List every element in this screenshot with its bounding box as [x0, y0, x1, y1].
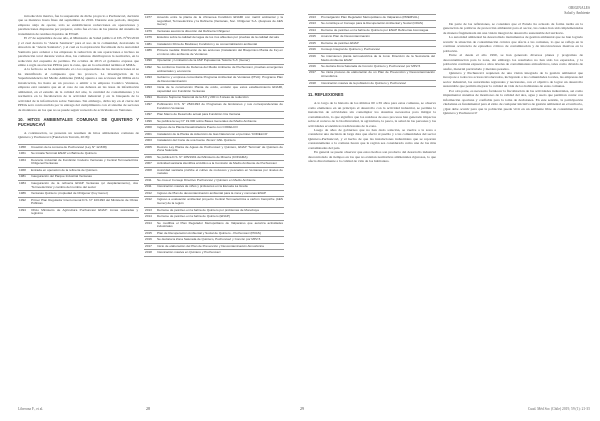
table-row [144, 102, 284, 112]
table-year: 2018 [308, 80, 320, 86]
table-year: 1994 [144, 95, 156, 101]
table-row [144, 220, 284, 230]
table-event: Inauguración del Parque Industrial Ventanas [30, 174, 139, 180]
right-page [300, 0, 600, 421]
paragraph: De parte de las reflexiones, se considera que el Estado ha actuado de forma tardía en la generación de políticas de protección ambiental para el sector, las cuales han sido implementadas de manera fragmentada sin una visión integral de desarrollo sustentable del territorio. [443, 22, 583, 35]
table-event: Derrame de petróleo en la bahía de Quintero por ENAP Refinerías Aconcagua [320, 27, 436, 33]
reflexiones-paragraphs-2 [443, 22, 583, 116]
table-row [144, 65, 284, 75]
table-year: 2006 [144, 154, 156, 160]
hitos-table-1 [18, 144, 139, 218]
table-year: 1993 [144, 75, 156, 85]
paragraph: La autoridad ambiental ha desarrollado instrumentos de gestión ambiental que no han logrado revertir la situación de contaminación crónica que afecta a las comunas, lo que se refleja en la continua ocurrencia de episodios críticos de contaminación y de intoxicaciones masivas en la población. [443, 35, 583, 53]
table-year: 2015 [144, 230, 156, 236]
paragraph: En general se puede observar que estos hechos son producto del desarrollo industrial descontrolado de tiempos en los que no existían normativas ambientales rigurosas, lo que afecta directamente a la calidad de vida de los habitantes. [308, 150, 436, 164]
table-year: 1994 [18, 207, 30, 217]
paragraph: Entre el desde el año 1990, se han generado diversos planes y programas de descontaminación para la zona, sin embargo los resultados no han sido los esperados, y la población continúa expuesta a altos niveles de contaminantes atmosféricos, tales como dióxido de azufre, material particulado y metales pesados. [443, 53, 583, 71]
table-event: Inicio de elaboración del Plan de Prevención y Descontaminación Atmosférica [156, 243, 284, 249]
table-event: Primera medida: Distribución de las acciones (Instalación del Bioquímico Planta de Fe) en el mismo sitio ambiente de Ventanas [156, 48, 284, 58]
table-event: Intoxicación masiva de niños y profesores en la Escuela La Greda [156, 184, 284, 190]
table-year: 1977 [144, 15, 156, 29]
table-event: Instalación de la Planta de Adsorción de Gas Natural con el permiso 'CODELCO' [156, 131, 284, 137]
table-year: 1992 [18, 197, 30, 207]
table-event: Intoxicación masiva en Quintero y Puchuncaví [156, 250, 284, 256]
table-event: Entrada en operación de la refinería de Quintero [30, 168, 139, 174]
paragraph: El 27 de septiembre de ese año, el Ministerio de Salud publicó el DS. N°95/2016 y el cual decreta la "Alerta Sanitaria" para el uso de la comunidad, decretando la situación de "Alerta Sanitaria", y el cual es la explotación fiscalizada de la Autoridad Sanitaria para ordenar a las empresas la reducción de sus operaciones e incluso su paralización total durante varios días, las comunas distribuyeron la normativa, en la reducción del esquema de permiso. En octubre de 2015 el gobierno expresa que emite a regla asociacion PPDA para la zona, que en la actualidad termina el MMA. [18, 36, 139, 67]
table-year: 1968 [18, 168, 30, 174]
footer-left: Liberona F., et al. [18, 407, 44, 411]
table-year: 2008 [144, 167, 156, 177]
table-event: Se modifica el Plan Regulador Metropolitano de Valparaíso que autoriza actividades industriales [156, 220, 284, 230]
paragraph: A la fecha no se ha determinado el o los responsables de las intoxicaciones ni se ha identificado el compuesto que las provocó. La investigación de la Superintendencia del Medio Ambiente (SMA) apunta a sus acciones del MMA en la intoxicación, ha hasta en un proceso a emitir a la empresa Codelco Ventanas, empresa está sustenta que en el caso de sus deberes en las áreas de información ambiental, en el estudio de la calidad del aire, la cantidad de contaminantes y la normativa en la fiscalización de la actividad industrial y en la búsqueda de la actividad de la información sobre Ventanas. Sin embargo, dicha ley en el cierre del PPDA será controvertida por la entrega del cumplimiento con el sistema de sectores de monitoreo en los que no se puede seguir recuerdo de actividades en Ventanas. [18, 67, 139, 112]
table-row [144, 144, 284, 154]
table-event: Ventanas asumió la dirección del Refinería Chilgener [156, 28, 284, 34]
table-year: 2015 [308, 40, 320, 46]
table-year: 2015 [308, 34, 320, 40]
table-year: 2016 [144, 237, 156, 243]
table-year: 2014 [144, 214, 156, 220]
table-year: 2012 [144, 190, 156, 196]
section-intro: A continuación, se presenta un resumen de hitos ambientales comunas de Quintero y Puchuncaví (Fundación Terram, 2018): [18, 130, 139, 140]
table-event: Se constituye el Consejo para la Recuperación Ambiental y Social (CRAS) [320, 21, 436, 27]
table-year: 1979 [144, 28, 156, 34]
right-column-2 [443, 22, 583, 116]
table-year: 1981 [144, 41, 156, 47]
section-title-reflexiones: 11. REFLEXIONES [308, 92, 344, 98]
table-row [144, 85, 284, 95]
table-event: Derrame de petróleo en la bahía de Quintero por problemas de Monoboya [156, 207, 284, 213]
table-year: 2000 [144, 125, 156, 131]
table-year: 1986 [18, 191, 30, 197]
table-event: Decreto Supremo Nacional de la 8.0 y 200 m 3 áreas de reducción [156, 95, 284, 101]
table-event: Derrame de petróleo ENAP [320, 40, 436, 46]
left-column-1 [18, 14, 139, 218]
table-event: Se declara la Zona Saturada de Quintero, Puchuncaví y Concón por MP2.5 [156, 237, 284, 243]
table-event: Se publica la Ley N° 19.300 sobre Bases Generales del Medio Ambiente [156, 118, 284, 124]
left-col1-paragraphs [18, 14, 139, 112]
page-header [450, 6, 590, 15]
table-event: Plan Marco de Desarrollo actual para Fundición Cía Ventana [156, 112, 284, 118]
table-event: Derrame de petróleo en la bahía de Quintero (ENAP) [156, 214, 284, 220]
table-year: 2007 [144, 161, 156, 167]
table-event: Operación y Limitación de la ASP Pupuatenna 'Solorte S.A' (Gener) [156, 58, 284, 64]
paragraph: Por otra parte, es necesario fortalecer la fiscalización de las actividades industriales, así como implementar sistemas de monitoreo de la calidad del aire, agua y suelo que permitan contar con información oportuna y confiable para la toma de decisiones. En este sentido, la participación ciudadana es fundamental para el éxito de cualquier iniciativa de gestión ambiental en el territorio, ¿Qué debe ocurrir para que la población pueda vivir en un ambiente libre de contaminación en Quintero y Puchuncaví? [443, 88, 583, 116]
table-event: Se intervienen planta termoeléctrica de la zona: Dirección de la Secretaría del Medio Ambiente ENAP [320, 53, 436, 63]
table-year: 1993 [144, 85, 156, 95]
table-row [18, 157, 139, 167]
table-row [144, 75, 284, 85]
table-row [18, 207, 139, 217]
table-year: 2005 [144, 144, 156, 154]
table-event: Se publica D.S. N° 185/1991 del Ministerio de Minería (CONAMA) [156, 154, 284, 160]
table-year: 2011 [144, 184, 156, 190]
table-event: Ingreso de la Planta Desalinizadora Puerto con CODELCO [156, 125, 284, 131]
reflexiones-paragraphs [308, 101, 436, 163]
table-row [144, 15, 284, 29]
footer-right: Cuad. Méd Soc (Chile) 2019, 59 (1): 21-35 [527, 407, 590, 411]
table-year: 2016 [308, 53, 320, 63]
table-year: 1979 [144, 35, 156, 41]
table-event: Ingreso a evaluación ambiental proyecto Central Termoeléctrica a carbón Campiche (AES Gener) de la región [156, 197, 284, 207]
table-year: 2014 [308, 27, 320, 33]
table-year: 2013 [144, 207, 156, 213]
table-year: 2017 [308, 70, 320, 80]
table-row [308, 80, 436, 86]
left-column-2 [144, 14, 284, 257]
paragraph: introducción masiva, fue la suspensión de dicho proyecto a Puchuncaví, decisión que se mantuvo hasta fines del septiembre de 2016. Durante este período, ninguna empresa aleja de operar, sólo se estabilicieron reducciones en operaciones y paralizaciones dispuestas por preparar, como fue el caso de las plantas del sistema de transmisión de residuos líquidos de ENAP. [18, 14, 139, 36]
table-event: Descarte industrial de Fundición Codelco Ventanas y Central Termoeléctrica Chilgener/Ventanas [30, 157, 139, 167]
table-year: 2016 [308, 64, 320, 70]
table-year: 1999 [144, 118, 156, 124]
table-event: Oficio Ministerio de Agricultura Puchuncaví ENAP: zonas saturadas y registros [30, 207, 139, 217]
header-line-2: Salud y Ambiente [564, 10, 590, 15]
header-line-1: ORIGINALES [568, 6, 590, 10]
table-row [144, 167, 284, 177]
table-year: 2003 [144, 138, 156, 144]
paragraph: Luego de años de gobiernos que no han dado solución, se vuelve a la zona a considerar una decisión de larga data que afectó al pueblo y a las comunidades del sector Quintero-Puchuncaví, y el hecho de que las instalaciones industriales que se reportan constantemente a la comuna hacen que la región sea considerada como una de las más contaminadas del país. [308, 127, 436, 150]
table-year: 2012 [144, 197, 156, 207]
table-year: 2016 [308, 47, 320, 53]
hitos-table-2 [144, 14, 284, 257]
table-year: 1997 [144, 112, 156, 118]
table-event: Primer Plan Regulador Intercomunal D.S. N° 10/1993 del Ministerio de Obras Públicas [30, 197, 139, 207]
table-year: 2018 [144, 250, 156, 256]
table-event: Consejo Integral de Quintero y Puchuncaví [320, 47, 436, 53]
table-event: Acuerdo entre la planta de la chimenea Fundición ENAMI con matriz ambiental y la seguridad, Termoeléctrica y la Refinería (Ventanas, Soc. Chilgener S.A. (después de AES Gener) [156, 15, 284, 29]
table-row [308, 70, 436, 80]
table-event: Publicación D.S. N° 252/1993 de Programas de Emisiones y sus correspondencias de Fundición Ventanas [156, 102, 284, 112]
table-row [144, 197, 284, 207]
table-year: 1990 [144, 58, 156, 64]
table-event: Anuncio Plan de Descontaminación [320, 34, 436, 40]
table-row [18, 197, 139, 207]
table-event: Intoxicación masiva de la población de Quintero y Puchuncaví [320, 80, 436, 86]
table-year: 1997 [144, 102, 156, 112]
table-year: 1981 [18, 174, 30, 180]
table-year: 1961 [18, 151, 30, 157]
table-year: 2013 [308, 21, 320, 27]
paragraph: A lo largo de la historia de los últimos 60 a 65 años para estas comunas, se observa como elementos en un principio el desarrollo con la actividad industrial, se permite la instalación de actividades sin contemplar los sistemas necesarios para mitigar la contaminación, lo que significa que los residuos de esos procesos han generado impactos sobre el recurso de la biodiversidad, la agricultura, la pesca, la salud de las personas y las actividades económicas tradicionales de la zona. [308, 101, 436, 128]
page-number-left: 28 [146, 406, 150, 411]
section-title-hitos: 10. HITOS AMBIENTALES COMUNAS DE QUINTERO Y PUCHUNCAVÍ [18, 116, 139, 127]
table-event: Autoridad sanitaria prohíbe el cultivo de moluscos y pescados en Ventanas por niveles de metales [156, 167, 284, 177]
table-event: Instalación del Corte de una fuente 'Alcoro' GNL Quintero [156, 138, 284, 144]
hitos-table-3 [308, 14, 436, 87]
table-year: 2001 [144, 131, 156, 137]
table-year: 1992 [144, 65, 156, 75]
table-event: Ventanas Quintero: propiedad de Chilgener (hoy Gener) [30, 191, 139, 197]
table-event: Gobierno y empresa comunitaria Programa Ambiental de Ventanas (PIVA): Programa Plan de Descontaminación [156, 75, 284, 85]
table-year: 2011 [144, 178, 156, 184]
table-year: 2014 [144, 220, 156, 230]
table-event: Promulgación Plan Regulador Metropolitano de Valparaíso (PREMVAL) [320, 15, 436, 21]
table-event: Instalación Fibra de Biodiésel, Fundición y su comercialización ambiental [156, 41, 284, 47]
table-year: 1986 [144, 48, 156, 58]
table-event: Se crea el Consejo Directivo Puchuncaví y Quintero en Medio Ambiente [156, 178, 284, 184]
table-row [18, 181, 139, 191]
table-event: Inauguración de la refinería ENAP Ventanas (el desplazamiento), dos 'Termoeléctrica' y cambio del nombre del sector [30, 181, 139, 191]
table-event: Se conforma Comité de Defensa del Medio Ambiente de Puchuncaví, pruebas emergentes ambientales y economía [156, 65, 284, 75]
table-year: 1984 [18, 181, 30, 191]
table-event: Creación de la comuna de Puchuncaví (Ley N° 12.838) [30, 144, 139, 150]
table-event: Plan de Recuperación Ambiental y Social de Quintero - Puchuncaví (PRAS) [156, 230, 284, 236]
table-event: Se instala Terminal ENAP en Bahía de Quintero [30, 151, 139, 157]
table-year: 1964 [18, 157, 30, 167]
table-year: 1958 [18, 144, 30, 150]
table-event: Actividad sanitaria identifica al Aditivo a la Comisión de Medio Ambiente de Puchuncaví [156, 161, 284, 167]
table-event: Se declara Zona Saturada de Concón Quintero y Puchuncaví por MP2.5 [320, 64, 436, 70]
table-year: 2017 [144, 243, 156, 249]
paragraph: Quintero y Puchuncaví requieren de una visión integrada de la gestión ambiental que incorpore a todos los actores involucrados, incluyendo a las comunidades locales, las empresas del sector industrial, las autoridades regionales y nacionales, con el objetivo de lograr un desarrollo sustentable que permita mejorar la calidad de vida de los habitantes de estas comunas. [443, 70, 583, 89]
table-row [144, 250, 284, 256]
table-row [308, 53, 436, 63]
table-year: 2013 [308, 15, 320, 21]
table-event: Estudios sobre la calidad del agua de los ríos afluentes por pruebas de la calidad del aire [156, 35, 284, 41]
table-event: Inicia de la construcción Planta de oxido, emisión que estos establecimiento ENAMI, capacidad con Fundición Ventanas [156, 85, 284, 95]
table-event: Ingreso de Plan de descontaminación ambiental para la zona y comunas ENAP [156, 190, 284, 196]
table-row [144, 48, 284, 58]
page-number-right: 29 [300, 406, 304, 411]
table-event: Decreto Ley Planta de Aguas de Puchuncaví y Quintero, ENAP 'Terminal' de Quintero de Zona Saturada [156, 144, 284, 154]
table-event: Se inicia proceso de elaboración de un Plan de Prevención y Descontaminación Atmosférica [320, 70, 436, 80]
right-column-1 [308, 14, 436, 164]
